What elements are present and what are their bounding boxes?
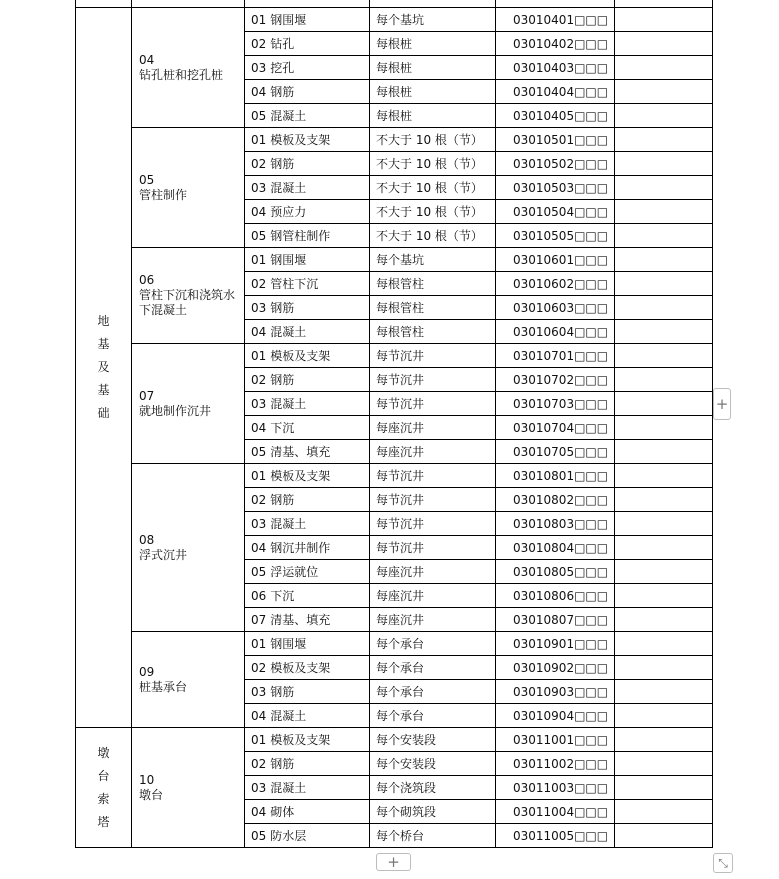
item-code-cell: 03010701□□□ — [496, 344, 615, 368]
division-char: 及 — [97, 360, 110, 374]
add-column-button[interactable]: + — [713, 388, 731, 420]
item-name: 模板及支架 — [270, 132, 331, 147]
table-row — [76, 8, 713, 32]
item-name-cell — [245, 416, 370, 440]
item-code-cell: 03010405□□□ — [496, 104, 615, 128]
item-number: 05 — [251, 108, 267, 123]
item-name-cell — [245, 8, 370, 32]
table-row — [76, 128, 713, 152]
subdivision-name: 管柱下沉和浇筑水下混凝土 — [139, 288, 236, 317]
division-char: 基 — [97, 383, 110, 397]
item-code-cell: 03010505□□□ — [496, 224, 615, 248]
table-row — [76, 728, 713, 752]
item-code-cell: 03010503□□□ — [496, 176, 615, 200]
item-unit-cell: 每根管柱 — [370, 272, 496, 296]
item-name: 浮运就位 — [270, 564, 319, 579]
resize-handle-icon[interactable]: ⤡ — [713, 853, 733, 873]
inspection-lot-table — [75, 0, 713, 848]
item-name: 钢筋 — [270, 84, 295, 99]
item-name: 混凝土 — [270, 180, 307, 195]
item-code-cell: 03010501□□□ — [496, 128, 615, 152]
item-name: 清基、填充 — [270, 612, 331, 627]
item-code-cell: 03010403□□□ — [496, 56, 615, 80]
item-blank-cell — [615, 752, 713, 776]
item-number: 02 — [251, 492, 267, 507]
item-number: 04 — [251, 204, 267, 219]
item-blank-cell — [615, 8, 713, 32]
item-unit-cell: 每节沉井 — [370, 368, 496, 392]
item-unit-cell: 每座沉井 — [370, 440, 496, 464]
table-row — [76, 248, 713, 272]
item-name-cell — [245, 512, 370, 536]
item-name: 钢管柱制作 — [270, 228, 331, 243]
item-number: 03 — [251, 780, 267, 795]
subdivision-cell — [132, 632, 245, 728]
item-unit-cell: 每个承台 — [370, 680, 496, 704]
item-number: 03 — [251, 396, 267, 411]
item-blank-cell — [615, 584, 713, 608]
item-name: 钢筋 — [270, 492, 295, 507]
item-blank-cell — [615, 272, 713, 296]
item-name-cell — [245, 368, 370, 392]
item-number: 05 — [251, 444, 267, 459]
item-name: 清基、填充 — [270, 444, 331, 459]
item-name-cell — [245, 296, 370, 320]
item-code-cell: 03010704□□□ — [496, 416, 615, 440]
item-number: 01 — [251, 348, 267, 363]
item-number: 01 — [251, 468, 267, 483]
item-blank-cell — [615, 224, 713, 248]
item-unit-cell: 不大于 10 根（节） — [370, 128, 496, 152]
item-unit-cell: 每个砌筑段 — [370, 800, 496, 824]
item-number: 01 — [251, 732, 267, 747]
item-blank-cell — [615, 128, 713, 152]
subdivision-code: 10 — [139, 772, 155, 787]
item-name-cell — [245, 320, 370, 344]
item-name: 钢筋 — [270, 684, 295, 699]
item-name: 模板及支架 — [270, 468, 331, 483]
item-code-cell: 03010801□□□ — [496, 464, 615, 488]
item-name: 下沉 — [270, 588, 295, 603]
item-number: 02 — [251, 756, 267, 771]
item-number: 01 — [251, 12, 267, 27]
item-name-cell — [245, 248, 370, 272]
item-number: 04 — [251, 84, 267, 99]
item-unit-cell: 每个安装段 — [370, 728, 496, 752]
subdivision-code: 09 — [139, 664, 155, 679]
item-code-cell: 03010601□□□ — [496, 248, 615, 272]
item-name-cell — [245, 632, 370, 656]
division-char: 索 — [97, 791, 110, 806]
item-name-cell — [245, 152, 370, 176]
item-blank-cell — [615, 56, 713, 80]
division-char: 地 — [97, 314, 110, 328]
item-name: 钢筋 — [270, 756, 295, 771]
header-fragment-cell — [496, 0, 615, 8]
item-name-cell — [245, 104, 370, 128]
subdivision-code: 04 — [139, 52, 155, 67]
item-name-cell — [245, 776, 370, 800]
item-number: 05 — [251, 564, 267, 579]
header-fragment-row — [76, 0, 713, 8]
item-code-cell: 03010802□□□ — [496, 488, 615, 512]
item-name: 混凝土 — [270, 396, 307, 411]
subdivision-name: 浮式沉井 — [139, 547, 188, 562]
item-unit-cell: 每节沉井 — [370, 464, 496, 488]
item-code-cell: 03010502□□□ — [496, 152, 615, 176]
item-name-cell — [245, 344, 370, 368]
item-blank-cell — [615, 512, 713, 536]
item-unit-cell: 每节沉井 — [370, 344, 496, 368]
item-name-cell — [245, 128, 370, 152]
item-number: 02 — [251, 372, 267, 387]
item-number: 05 — [251, 228, 267, 243]
item-name-cell — [245, 584, 370, 608]
subdivision-code: 06 — [139, 273, 155, 287]
division-char: 墩 — [97, 745, 110, 760]
item-name: 挖孔 — [270, 60, 295, 75]
subdivision-name: 桩基承台 — [139, 679, 188, 694]
item-name: 混凝土 — [270, 324, 307, 339]
item-unit-cell: 不大于 10 根（节） — [370, 176, 496, 200]
item-name-cell — [245, 728, 370, 752]
item-blank-cell — [615, 320, 713, 344]
item-name: 钢筋 — [270, 156, 295, 171]
item-name: 钢围堰 — [270, 252, 307, 267]
subdivision-name: 钻孔桩和挖孔桩 — [139, 67, 224, 82]
item-code-cell: 03010602□□□ — [496, 272, 615, 296]
division-char: 台 — [97, 768, 110, 783]
division-char: 础 — [97, 406, 110, 420]
item-name: 钻孔 — [270, 36, 295, 51]
item-number: 03 — [251, 60, 267, 75]
item-name-cell — [245, 80, 370, 104]
item-number: 05 — [251, 828, 267, 843]
item-blank-cell — [615, 536, 713, 560]
item-unit-cell: 每个承台 — [370, 632, 496, 656]
item-unit-cell: 每根桩 — [370, 80, 496, 104]
item-unit-cell: 每根管柱 — [370, 296, 496, 320]
item-name: 下沉 — [270, 420, 295, 435]
item-number: 03 — [251, 516, 267, 531]
item-blank-cell — [615, 368, 713, 392]
item-number: 02 — [251, 36, 267, 51]
subdivision-name: 墩台 — [139, 787, 164, 802]
item-unit-cell: 不大于 10 根（节） — [370, 152, 496, 176]
subdivision-code: 08 — [139, 532, 155, 547]
division-char: 基 — [97, 337, 110, 351]
item-number: 03 — [251, 684, 267, 699]
item-code-cell: 03010903□□□ — [496, 680, 615, 704]
item-code-cell: 03010404□□□ — [496, 80, 615, 104]
item-blank-cell — [615, 728, 713, 752]
item-name: 钢沉井制作 — [270, 540, 331, 555]
item-name-cell — [245, 464, 370, 488]
item-name-cell — [245, 800, 370, 824]
item-number: 04 — [251, 420, 267, 435]
item-blank-cell — [615, 608, 713, 632]
item-code-cell: 03010804□□□ — [496, 536, 615, 560]
item-code-cell: 03010604□□□ — [496, 320, 615, 344]
item-unit-cell: 每个基坑 — [370, 8, 496, 32]
item-number: 06 — [251, 588, 267, 603]
item-name: 预应力 — [270, 204, 307, 219]
item-unit-cell: 每根桩 — [370, 104, 496, 128]
item-number: 02 — [251, 156, 267, 171]
item-name: 管柱下沉 — [270, 276, 319, 291]
item-name: 钢筋 — [270, 372, 295, 387]
item-name: 防水层 — [270, 828, 307, 843]
item-blank-cell — [615, 416, 713, 440]
header-fragment-cell — [370, 0, 496, 8]
item-number: 01 — [251, 252, 267, 267]
item-number: 07 — [251, 612, 267, 627]
table-row — [76, 632, 713, 656]
item-name-cell — [245, 392, 370, 416]
item-unit-cell: 每座沉井 — [370, 560, 496, 584]
item-code-cell: 03010504□□□ — [496, 200, 615, 224]
item-unit-cell: 不大于 10 根（节） — [370, 224, 496, 248]
item-unit-cell: 每个承台 — [370, 656, 496, 680]
item-number: 01 — [251, 636, 267, 651]
item-number: 01 — [251, 132, 267, 147]
item-code-cell: 03011004□□□ — [496, 800, 615, 824]
item-name: 模板及支架 — [270, 660, 331, 675]
item-blank-cell — [615, 104, 713, 128]
item-name: 钢围堰 — [270, 12, 307, 27]
item-name: 钢围堰 — [270, 636, 307, 651]
subdivision-cell — [132, 8, 245, 128]
item-number: 03 — [251, 300, 267, 315]
header-fragment-cell — [76, 0, 132, 8]
item-unit-cell: 每根管柱 — [370, 320, 496, 344]
header-fragment-cell — [245, 0, 370, 8]
item-code-cell: 03010902□□□ — [496, 656, 615, 680]
item-blank-cell — [615, 32, 713, 56]
item-name-cell — [245, 488, 370, 512]
item-number: 02 — [251, 660, 267, 675]
item-unit-cell: 每座沉井 — [370, 416, 496, 440]
item-blank-cell — [615, 800, 713, 824]
item-code-cell: 03010806□□□ — [496, 584, 615, 608]
header-fragment-cell — [132, 0, 245, 8]
item-name-cell — [245, 536, 370, 560]
item-unit-cell: 每个承台 — [370, 704, 496, 728]
item-unit-cell: 每根桩 — [370, 32, 496, 56]
item-code-cell: 03010401□□□ — [496, 8, 615, 32]
item-blank-cell — [615, 440, 713, 464]
item-name-cell — [245, 608, 370, 632]
subdivision-cell — [132, 728, 245, 848]
item-name-cell — [245, 440, 370, 464]
subdivision-cell — [132, 464, 245, 632]
item-name: 混凝土 — [270, 516, 307, 531]
item-name-cell — [245, 200, 370, 224]
item-blank-cell — [615, 704, 713, 728]
subdivision-cell — [132, 128, 245, 248]
item-name: 混凝土 — [270, 108, 307, 123]
item-unit-cell: 每座沉井 — [370, 608, 496, 632]
item-name-cell — [245, 224, 370, 248]
item-code-cell: 03011001□□□ — [496, 728, 615, 752]
item-blank-cell — [615, 152, 713, 176]
item-name: 混凝土 — [270, 708, 307, 723]
item-name: 砌体 — [270, 804, 295, 819]
item-blank-cell — [615, 296, 713, 320]
item-unit-cell: 每根桩 — [370, 56, 496, 80]
item-name: 模板及支架 — [270, 732, 331, 747]
item-blank-cell — [615, 248, 713, 272]
item-unit-cell: 每个基坑 — [370, 248, 496, 272]
item-code-cell: 03010705□□□ — [496, 440, 615, 464]
item-unit-cell: 每座沉井 — [370, 584, 496, 608]
item-name-cell — [245, 656, 370, 680]
division-char: 塔 — [97, 814, 110, 829]
item-blank-cell — [615, 488, 713, 512]
table-row — [76, 344, 713, 368]
item-blank-cell — [615, 392, 713, 416]
subdivision-name: 就地制作沉井 — [139, 403, 212, 418]
item-name: 钢筋 — [270, 300, 295, 315]
item-code-cell: 03010803□□□ — [496, 512, 615, 536]
item-code-cell: 03010703□□□ — [496, 392, 615, 416]
item-name-cell — [245, 272, 370, 296]
item-name-cell — [245, 824, 370, 848]
add-row-button[interactable]: + — [376, 853, 411, 871]
item-code-cell: 03011005□□□ — [496, 824, 615, 848]
item-number: 04 — [251, 708, 267, 723]
item-blank-cell — [615, 680, 713, 704]
item-code-cell: 03010603□□□ — [496, 296, 615, 320]
item-unit-cell: 每个安装段 — [370, 752, 496, 776]
item-name: 混凝土 — [270, 780, 307, 795]
item-unit-cell: 每节沉井 — [370, 512, 496, 536]
division-cell — [76, 728, 132, 848]
item-blank-cell — [615, 464, 713, 488]
item-blank-cell — [615, 560, 713, 584]
item-name-cell — [245, 176, 370, 200]
item-number: 04 — [251, 324, 267, 339]
subdivision-code: 07 — [139, 388, 155, 403]
subdivision-cell — [132, 248, 245, 344]
item-unit-cell: 每节沉井 — [370, 536, 496, 560]
item-unit-cell: 每个浇筑段 — [370, 776, 496, 800]
item-blank-cell — [615, 344, 713, 368]
item-blank-cell — [615, 80, 713, 104]
item-name: 模板及支架 — [270, 348, 331, 363]
table-row — [76, 464, 713, 488]
item-blank-cell — [615, 176, 713, 200]
item-blank-cell — [615, 656, 713, 680]
item-number: 04 — [251, 540, 267, 555]
item-blank-cell — [615, 776, 713, 800]
subdivision-name: 管柱制作 — [139, 187, 188, 202]
item-number: 03 — [251, 180, 267, 195]
item-blank-cell — [615, 824, 713, 848]
item-name-cell — [245, 704, 370, 728]
item-code-cell: 03010904□□□ — [496, 704, 615, 728]
item-name-cell — [245, 32, 370, 56]
item-name-cell — [245, 560, 370, 584]
item-blank-cell — [615, 632, 713, 656]
header-fragment-cell — [615, 0, 713, 8]
division-cell — [76, 8, 132, 728]
item-code-cell: 03010807□□□ — [496, 608, 615, 632]
item-number: 04 — [251, 804, 267, 819]
subdivision-code: 05 — [139, 172, 155, 187]
item-blank-cell — [615, 200, 713, 224]
subdivision-cell — [132, 344, 245, 464]
item-name-cell — [245, 752, 370, 776]
item-unit-cell: 每个桥台 — [370, 824, 496, 848]
item-number: 02 — [251, 276, 267, 291]
item-code-cell: 03010702□□□ — [496, 368, 615, 392]
item-name-cell — [245, 56, 370, 80]
item-code-cell: 03011003□□□ — [496, 776, 615, 800]
item-code-cell: 03010901□□□ — [496, 632, 615, 656]
item-unit-cell: 每节沉井 — [370, 392, 496, 416]
item-unit-cell: 每节沉井 — [370, 488, 496, 512]
item-code-cell: 03010402□□□ — [496, 32, 615, 56]
item-code-cell: 03011002□□□ — [496, 752, 615, 776]
item-code-cell: 03010805□□□ — [496, 560, 615, 584]
item-unit-cell: 不大于 10 根（节） — [370, 200, 496, 224]
item-name-cell — [245, 680, 370, 704]
